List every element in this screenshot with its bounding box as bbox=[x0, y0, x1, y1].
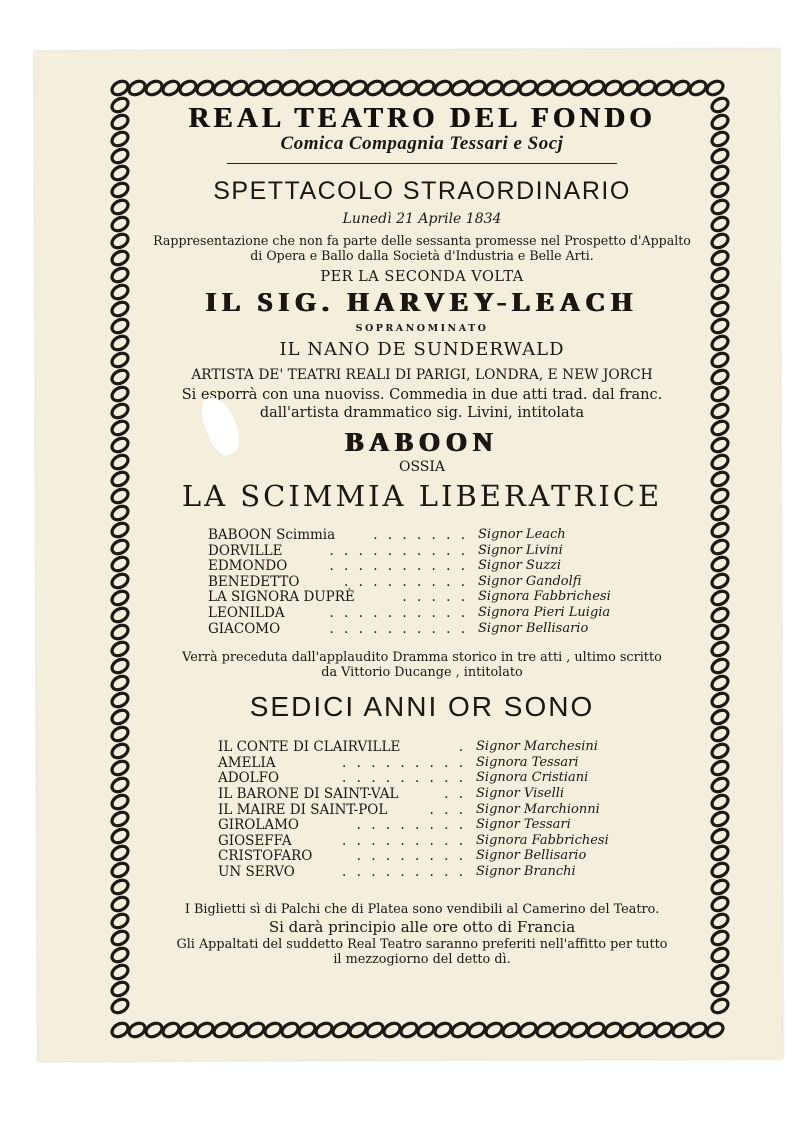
cast-actor: Signor Gandolfi bbox=[478, 573, 582, 589]
border-link bbox=[110, 1021, 130, 1040]
border-link bbox=[110, 793, 130, 812]
cast-dots: . . . . . . . . . . bbox=[329, 542, 468, 559]
border-link bbox=[110, 164, 130, 183]
cast-row bbox=[130, 621, 714, 637]
border-link bbox=[110, 453, 130, 472]
star-nickname: IL NANO DE SUNDERWALD bbox=[279, 339, 565, 360]
cast-role: IL CONTE DI CLAIRVILLE bbox=[218, 739, 401, 756]
cast-role: LEONILDA bbox=[208, 604, 285, 621]
play1-subtitle: LA SCIMMIA LIBERATRICE bbox=[181, 479, 663, 513]
cast-dots: . . . . . . . . . bbox=[344, 573, 468, 590]
border-link bbox=[144, 79, 165, 98]
border-link bbox=[110, 521, 130, 540]
cast-row bbox=[130, 802, 714, 818]
cast-actor: Signor Bellisario bbox=[476, 848, 587, 864]
cast-actor: Signora Fabbrichesi bbox=[476, 832, 609, 848]
border-link bbox=[110, 572, 130, 591]
cast-role: EDMONDO bbox=[208, 558, 288, 575]
border-link bbox=[535, 79, 556, 98]
border-link bbox=[110, 963, 130, 982]
subscribers-line: Gli Appaltati del suddetto Real Teatro saranno preferiti nell'affitto per tutto bbox=[176, 936, 668, 952]
cast-row bbox=[130, 817, 714, 833]
border-link bbox=[501, 79, 522, 98]
border-link bbox=[110, 215, 130, 234]
cast-dots: . . . . . . . . bbox=[356, 817, 466, 834]
cast-actor: Signor Suzzi bbox=[478, 558, 562, 574]
cast-dots: . . . . . . . . . bbox=[342, 754, 466, 771]
cast-actor: Signora Tessari bbox=[476, 754, 579, 770]
preceded-line: da Vittorio Ducange , intitolato bbox=[321, 665, 523, 681]
border-link bbox=[110, 674, 130, 693]
cast-actor: Signora Pieri Luigia bbox=[478, 604, 611, 620]
border-link bbox=[110, 317, 130, 336]
cast-row bbox=[130, 589, 714, 605]
description-line: Rappresentazione che non fa parte delle sessanta promesse nel Prospetto d'Appalto bbox=[153, 233, 691, 248]
border-link bbox=[110, 861, 130, 880]
cast-dots: . . . . . . . . . . bbox=[329, 620, 468, 637]
cast-actor: Signor Tessari bbox=[476, 817, 571, 833]
border-link bbox=[110, 266, 130, 285]
border-link bbox=[433, 79, 454, 98]
border-link bbox=[518, 79, 539, 98]
border-link bbox=[705, 79, 726, 98]
border-link bbox=[127, 79, 148, 98]
cast-dots: . bbox=[458, 739, 466, 756]
border-link bbox=[110, 776, 130, 795]
cast-role: BENEDETTO bbox=[208, 573, 300, 590]
border-link bbox=[399, 79, 420, 98]
border-link bbox=[110, 640, 130, 659]
description-line: di Opera e Ballo dalla Società d'Industria e Belle Arti. bbox=[250, 248, 594, 263]
cast-row bbox=[130, 543, 714, 559]
cast-dots: . . . . . . . . . bbox=[342, 863, 466, 880]
border-link bbox=[110, 538, 130, 557]
cast-dots: . . . . . . . bbox=[373, 527, 468, 543]
cast-role: GIACOMO bbox=[208, 620, 281, 637]
border-link bbox=[229, 79, 250, 98]
cast-actor: Signora Fabbrichesi bbox=[478, 589, 611, 605]
border-link bbox=[450, 79, 471, 98]
cast-role: CRISTOFARO bbox=[218, 848, 313, 865]
border-link bbox=[348, 79, 369, 98]
exposition-line: Si esporrà con una nuoviss. Commedia in due atti trad. dal franc. bbox=[181, 387, 663, 403]
border-link bbox=[110, 232, 130, 251]
border-link bbox=[467, 79, 488, 98]
border-link bbox=[212, 79, 233, 98]
preceded-note bbox=[130, 650, 714, 680]
cast-actor: Signor Marchesini bbox=[476, 739, 598, 755]
border-link bbox=[382, 79, 403, 98]
border-link bbox=[110, 946, 130, 965]
border-link bbox=[110, 708, 130, 727]
cast-role: BABOON Scimmia bbox=[208, 527, 336, 543]
border-link bbox=[110, 300, 130, 319]
border-link bbox=[110, 929, 130, 948]
border-link bbox=[484, 79, 505, 98]
cast-role: GIOSEFFA bbox=[218, 832, 292, 849]
cast-actor: Signor Marchionni bbox=[476, 801, 600, 817]
border-link bbox=[110, 827, 130, 846]
border-link bbox=[110, 249, 130, 268]
play2-title: SEDICI ANNI OR SONO bbox=[249, 691, 595, 723]
headline: SPETTACOLO STRAORDINARIO bbox=[213, 177, 631, 205]
performance-date: Lunedì 21 Aprile 1834 bbox=[342, 211, 502, 227]
cast-role: DORVILLE bbox=[208, 542, 283, 559]
subscribers-line: il mezzogiorno del detto dì. bbox=[333, 951, 511, 967]
border-link bbox=[246, 79, 267, 98]
border-link bbox=[110, 283, 130, 302]
border-link bbox=[110, 402, 130, 421]
border-link bbox=[110, 79, 130, 98]
border-link bbox=[671, 79, 692, 98]
description bbox=[130, 233, 714, 263]
border-link bbox=[110, 181, 130, 200]
border-link bbox=[110, 147, 130, 166]
border-link bbox=[110, 368, 130, 387]
cast-row bbox=[130, 605, 714, 621]
cast-role: IL MAIRE DI SAINT-POL bbox=[218, 801, 388, 818]
theatre-name: REAL TEATRO DEL FONDO bbox=[188, 102, 656, 134]
border-link bbox=[110, 385, 130, 404]
star-name: IL SIG. HARVEY-LEACH bbox=[205, 287, 639, 317]
border-link bbox=[110, 691, 130, 710]
border-link bbox=[110, 742, 130, 761]
cast-role: UN SERVO bbox=[218, 863, 295, 880]
cast-role: GIROLAMO bbox=[218, 817, 299, 834]
second-time-line: PER LA SECONDA VOLTA bbox=[320, 269, 524, 285]
border-link bbox=[110, 419, 130, 438]
subscribers-note bbox=[130, 937, 714, 967]
cast-dots: . . . . . . . . . bbox=[342, 770, 466, 787]
border-link bbox=[110, 878, 130, 897]
border-link bbox=[110, 470, 130, 489]
border-link bbox=[586, 79, 607, 98]
poster-content bbox=[130, 96, 714, 1026]
cast-row bbox=[130, 848, 714, 864]
border-link bbox=[110, 844, 130, 863]
border-link bbox=[110, 997, 130, 1016]
preceded-line: Verrà preceduta dall'applaudito Dramma storico in tre atti , ultimo scritto bbox=[182, 650, 662, 666]
border-link bbox=[654, 79, 675, 98]
cast-actor: Signor Leach bbox=[478, 527, 566, 542]
cast-row bbox=[130, 755, 714, 771]
border-link bbox=[365, 79, 386, 98]
border-link bbox=[110, 96, 130, 115]
cast-dots: . . . . . . . . bbox=[356, 848, 466, 865]
cast-actor: Signora Cristiani bbox=[476, 770, 589, 786]
border-link bbox=[552, 79, 573, 98]
cast-role: AMELIA bbox=[218, 754, 276, 771]
border-link bbox=[110, 895, 130, 914]
cast-dots: . . . bbox=[429, 801, 466, 818]
border-link bbox=[110, 606, 130, 625]
border-link bbox=[637, 79, 658, 98]
border-link bbox=[110, 623, 130, 642]
border-link bbox=[314, 79, 335, 98]
border-link bbox=[620, 79, 641, 98]
border-link bbox=[161, 79, 182, 98]
cast-row bbox=[130, 864, 714, 880]
cast-dots: . . . . . . . . . . bbox=[329, 558, 468, 575]
cast-row bbox=[130, 833, 714, 849]
border-link bbox=[110, 351, 130, 370]
cast-actor: Signor Branchi bbox=[476, 863, 576, 879]
nicknamed-label: SOPRANOMINATO bbox=[355, 323, 489, 334]
cast-dots: . . bbox=[444, 785, 466, 802]
company-name: Comica Compagnia Tessari e Socj bbox=[280, 133, 564, 154]
play2-cast-list bbox=[130, 739, 714, 879]
border-link bbox=[195, 79, 216, 98]
border-link bbox=[110, 912, 130, 931]
border-link bbox=[178, 79, 199, 98]
tickets-note: I Biglietti sì di Palchi che di Platea sono vendibili al Camerino del Teatro. bbox=[184, 901, 660, 917]
artist-credentials: ARTISTA DE' TEATRI REALI DI PARIGI, LONDRA, E NEW JORCH bbox=[191, 367, 653, 383]
cast-row bbox=[130, 739, 714, 755]
ossia-label: OSSIA bbox=[398, 459, 446, 475]
cast-actor: Signor Livini bbox=[478, 542, 563, 558]
start-time-note: Si darà principio alle ore otto di Francia bbox=[268, 917, 576, 936]
exposition-line: dall'artista drammatico sig. Livini, intitolata bbox=[259, 405, 585, 421]
cast-actor: Signor Viselli bbox=[476, 785, 565, 801]
border-link bbox=[110, 725, 130, 744]
border-link bbox=[688, 79, 709, 98]
border-link bbox=[331, 79, 352, 98]
cast-dots: . . . . . . . . . . bbox=[329, 604, 468, 621]
border-link bbox=[416, 79, 437, 98]
cast-dots: . . . . . . . . . bbox=[342, 832, 466, 849]
play1-title: BABOON bbox=[345, 427, 499, 457]
border-link bbox=[110, 130, 130, 149]
border-link bbox=[110, 436, 130, 455]
border-link bbox=[110, 487, 130, 506]
border-link bbox=[569, 79, 590, 98]
cast-row bbox=[130, 558, 714, 574]
border-link bbox=[110, 980, 130, 999]
border-link bbox=[297, 79, 318, 98]
cast-dots: . . . . . bbox=[402, 589, 468, 606]
cast-actor: Signor Bellisario bbox=[478, 620, 589, 636]
border-link bbox=[110, 589, 130, 608]
cast-role: LA SIGNORA DUPRÈ bbox=[208, 589, 355, 606]
border-link bbox=[110, 759, 130, 778]
play1-cast-list bbox=[130, 527, 714, 636]
border-link bbox=[263, 79, 284, 98]
border-link bbox=[110, 657, 130, 676]
cast-row bbox=[130, 574, 714, 590]
cast-row bbox=[130, 527, 714, 543]
border-link bbox=[110, 113, 130, 132]
border-link bbox=[280, 79, 301, 98]
border-link bbox=[110, 198, 130, 217]
cast-role: IL BARONE DI SAINT-VAL bbox=[218, 785, 399, 802]
border-link bbox=[110, 555, 130, 574]
divider-rule bbox=[227, 163, 617, 164]
cast-row bbox=[130, 786, 714, 802]
border-link bbox=[110, 334, 130, 353]
border-link bbox=[110, 810, 130, 829]
cast-row bbox=[130, 770, 714, 786]
border-link bbox=[603, 79, 624, 98]
border-link bbox=[110, 504, 130, 523]
cast-role: ADOLFO bbox=[218, 770, 280, 787]
